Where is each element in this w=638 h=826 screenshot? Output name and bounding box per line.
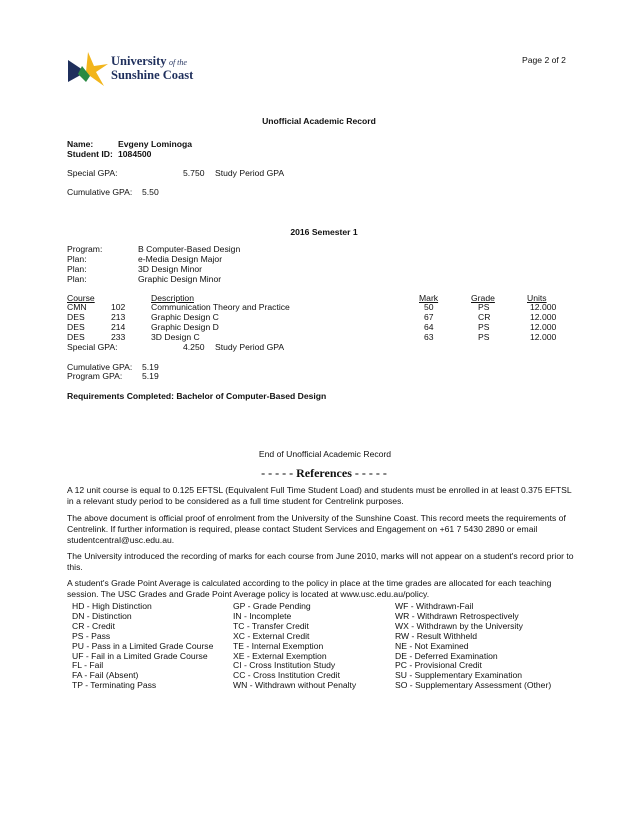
end-of-record: End of Unofficial Academic Record xyxy=(258,449,392,459)
course-description: Communication Theory and Practice xyxy=(151,302,290,312)
plan-label: Plan: xyxy=(67,263,87,274)
program-gpa-value: 5.19 xyxy=(142,371,159,381)
course-code: CMN xyxy=(67,302,87,312)
program-value: B Computer-Based Design xyxy=(138,244,241,254)
course-code: DES xyxy=(67,331,85,342)
legend-item: TP - Terminating Pass xyxy=(72,680,157,691)
legend-item: SU - Supplementary Examination xyxy=(395,670,523,681)
student-id-label: Student ID: xyxy=(67,149,113,159)
legend-item: IN - Incomplete xyxy=(233,610,292,621)
special-gpa-label: Special GPA: xyxy=(67,168,118,178)
col-header-mark: Mark xyxy=(419,293,439,303)
legend-item: PS - Pass xyxy=(72,630,111,641)
legend-item: UF - Fail in a Limited Grade Course xyxy=(72,650,208,661)
reference-paragraph: The above document is official proof of enrolment from the University of the Sunshine Coast. This record meets the requirements of Centrelink. If further information is required, please contact Student Services and Engagement on +61 7 5430 2890 or email studentcentral@usc.edu.au. xyxy=(67,513,566,545)
legend-item: XE - External Exemption xyxy=(233,650,327,661)
col-header-grade: Grade xyxy=(471,293,495,303)
course-mark: 50 xyxy=(424,302,434,312)
col-header-course: Course xyxy=(67,293,95,303)
course-units-value: 12.000 xyxy=(530,331,557,342)
document-title: Unofficial Academic Record xyxy=(262,116,376,126)
semester-special-gpa-label: Special GPA: xyxy=(67,342,118,352)
course-mark: 63 xyxy=(424,331,434,342)
col-header-description: Description xyxy=(151,293,194,303)
reference-paragraph: A 12 unit course is equal to 0.125 EFTSL (Equivalent Full Time Student Load) and students must be enrolled in at least 0.375 EFTSL in a relevant study period to be considered as a full time student for Centrelink purposes. xyxy=(67,485,572,506)
course-code: DES xyxy=(67,321,85,332)
legend-item: FL - Fail xyxy=(72,660,104,671)
program-labels xyxy=(67,245,102,285)
grade-legend-col-1 xyxy=(72,602,213,691)
requirements-completed: Requirements Completed: Bachelor of Computer-Based Design xyxy=(67,391,327,401)
legend-item: WF - Withdrawn-Fail xyxy=(395,601,474,611)
legend-item: XC - External Credit xyxy=(233,630,310,641)
legend-item: RW - Result Withheld xyxy=(395,630,477,641)
course-units-value: 12.000 xyxy=(530,321,557,332)
reference-paragraph: The University introduced the recording of marks for each course from June 2010, marks will not appear on a student's record prior to this. xyxy=(67,551,574,572)
course-units-value: 12.000 xyxy=(530,311,557,322)
course-number: 102 xyxy=(111,302,126,312)
course-grades xyxy=(478,303,490,343)
name-label: Name: xyxy=(67,139,94,149)
name-value: Evgeny Lominoga xyxy=(118,139,193,149)
program-values xyxy=(138,245,240,285)
course-descriptions xyxy=(151,303,290,343)
references-title: - - - - - References - - - - - xyxy=(261,466,387,480)
legend-item: CR - Credit xyxy=(72,620,115,631)
course-number: 213 xyxy=(111,311,126,322)
plan-value: e-Media Design Major xyxy=(138,253,223,264)
legend-item: GP - Grade Pending xyxy=(233,601,311,611)
course-code: DES xyxy=(67,311,85,322)
course-marks xyxy=(424,303,434,343)
course-numbers xyxy=(111,303,125,343)
plan-label: Plan: xyxy=(67,273,87,284)
course-mark: 67 xyxy=(424,311,434,322)
course-description: Graphic Design D xyxy=(151,321,219,332)
semester-cumulative-gpa-value: 5.19 xyxy=(142,362,159,372)
legend-item: CC - Cross Institution Credit xyxy=(233,670,340,681)
legend-item: WN - Withdrawn without Penalty xyxy=(233,680,357,691)
legend-item: DE - Deferred Examination xyxy=(395,650,498,661)
legend-item: HD - High Distinction xyxy=(72,601,152,611)
course-description: Graphic Design C xyxy=(151,311,219,322)
legend-item: CI - Cross Institution Study xyxy=(233,660,336,671)
program-label: Program: xyxy=(67,244,103,254)
course-description: 3D Design C xyxy=(151,331,200,342)
course-grade: PS xyxy=(478,331,490,342)
plan-value: 3D Design Minor xyxy=(138,263,202,274)
semester-heading: 2016 Semester 1 xyxy=(290,227,358,237)
legend-item: NE - Not Examined xyxy=(395,640,469,651)
cumulative-gpa-value: 5.50 xyxy=(142,187,159,197)
university-logo-text: University of the Sunshine Coast xyxy=(111,54,194,82)
grade-legend-col-3 xyxy=(395,602,551,691)
course-codes xyxy=(67,303,87,343)
course-grade: CR xyxy=(478,311,491,322)
legend-item: TE - Internal Exemption xyxy=(233,640,324,651)
legend-item: WR - Withdrawn Retrospectively xyxy=(395,610,519,621)
reference-paragraph: A student's Grade Point Average is calculated according to the policy in place at the time grades are allocated for each teaching session. The USC Grades and Grade Point Average policy is located at www.usc.edu.au/policy. xyxy=(67,578,552,599)
course-units xyxy=(530,303,556,343)
course-grade: PS xyxy=(478,321,490,332)
legend-item: FA - Fail (Absent) xyxy=(72,670,139,681)
legend-item: WX - Withdrawn by the University xyxy=(395,620,523,631)
university-logo-icon xyxy=(68,52,108,86)
student-id-value: 1084500 xyxy=(118,149,152,159)
legend-item: SO - Supplementary Assessment (Other) xyxy=(395,680,552,691)
col-header-units: Units xyxy=(527,293,547,303)
course-mark: 64 xyxy=(424,321,434,332)
page-number: Page 2 of 2 xyxy=(522,55,566,65)
semester-cumulative-gpa-label: Cumulative GPA: xyxy=(67,362,133,372)
legend-item: PC - Provisional Credit xyxy=(395,660,482,671)
program-gpa-label: Program GPA: xyxy=(67,371,123,381)
special-gpa-value: 5.750 xyxy=(183,168,205,178)
semester-special-gpa-period: Study Period GPA xyxy=(215,342,285,352)
legend-item: PU - Pass in a Limited Grade Course xyxy=(72,640,214,651)
course-number: 233 xyxy=(111,331,126,342)
plan-label: Plan: xyxy=(67,253,87,264)
special-gpa-period: Study Period GPA xyxy=(215,168,285,178)
cumulative-gpa-label: Cumulative GPA: xyxy=(67,187,133,197)
grade-legend-col-2 xyxy=(233,602,356,691)
legend-item: DN - Distinction xyxy=(72,610,132,621)
plan-value: Graphic Design Minor xyxy=(138,273,222,284)
legend-item: TC - Transfer Credit xyxy=(233,620,309,631)
semester-special-gpa-value: 4.250 xyxy=(183,342,205,352)
course-number: 214 xyxy=(111,321,126,332)
course-grade: PS xyxy=(478,302,490,312)
course-units-value: 12.000 xyxy=(530,302,557,312)
